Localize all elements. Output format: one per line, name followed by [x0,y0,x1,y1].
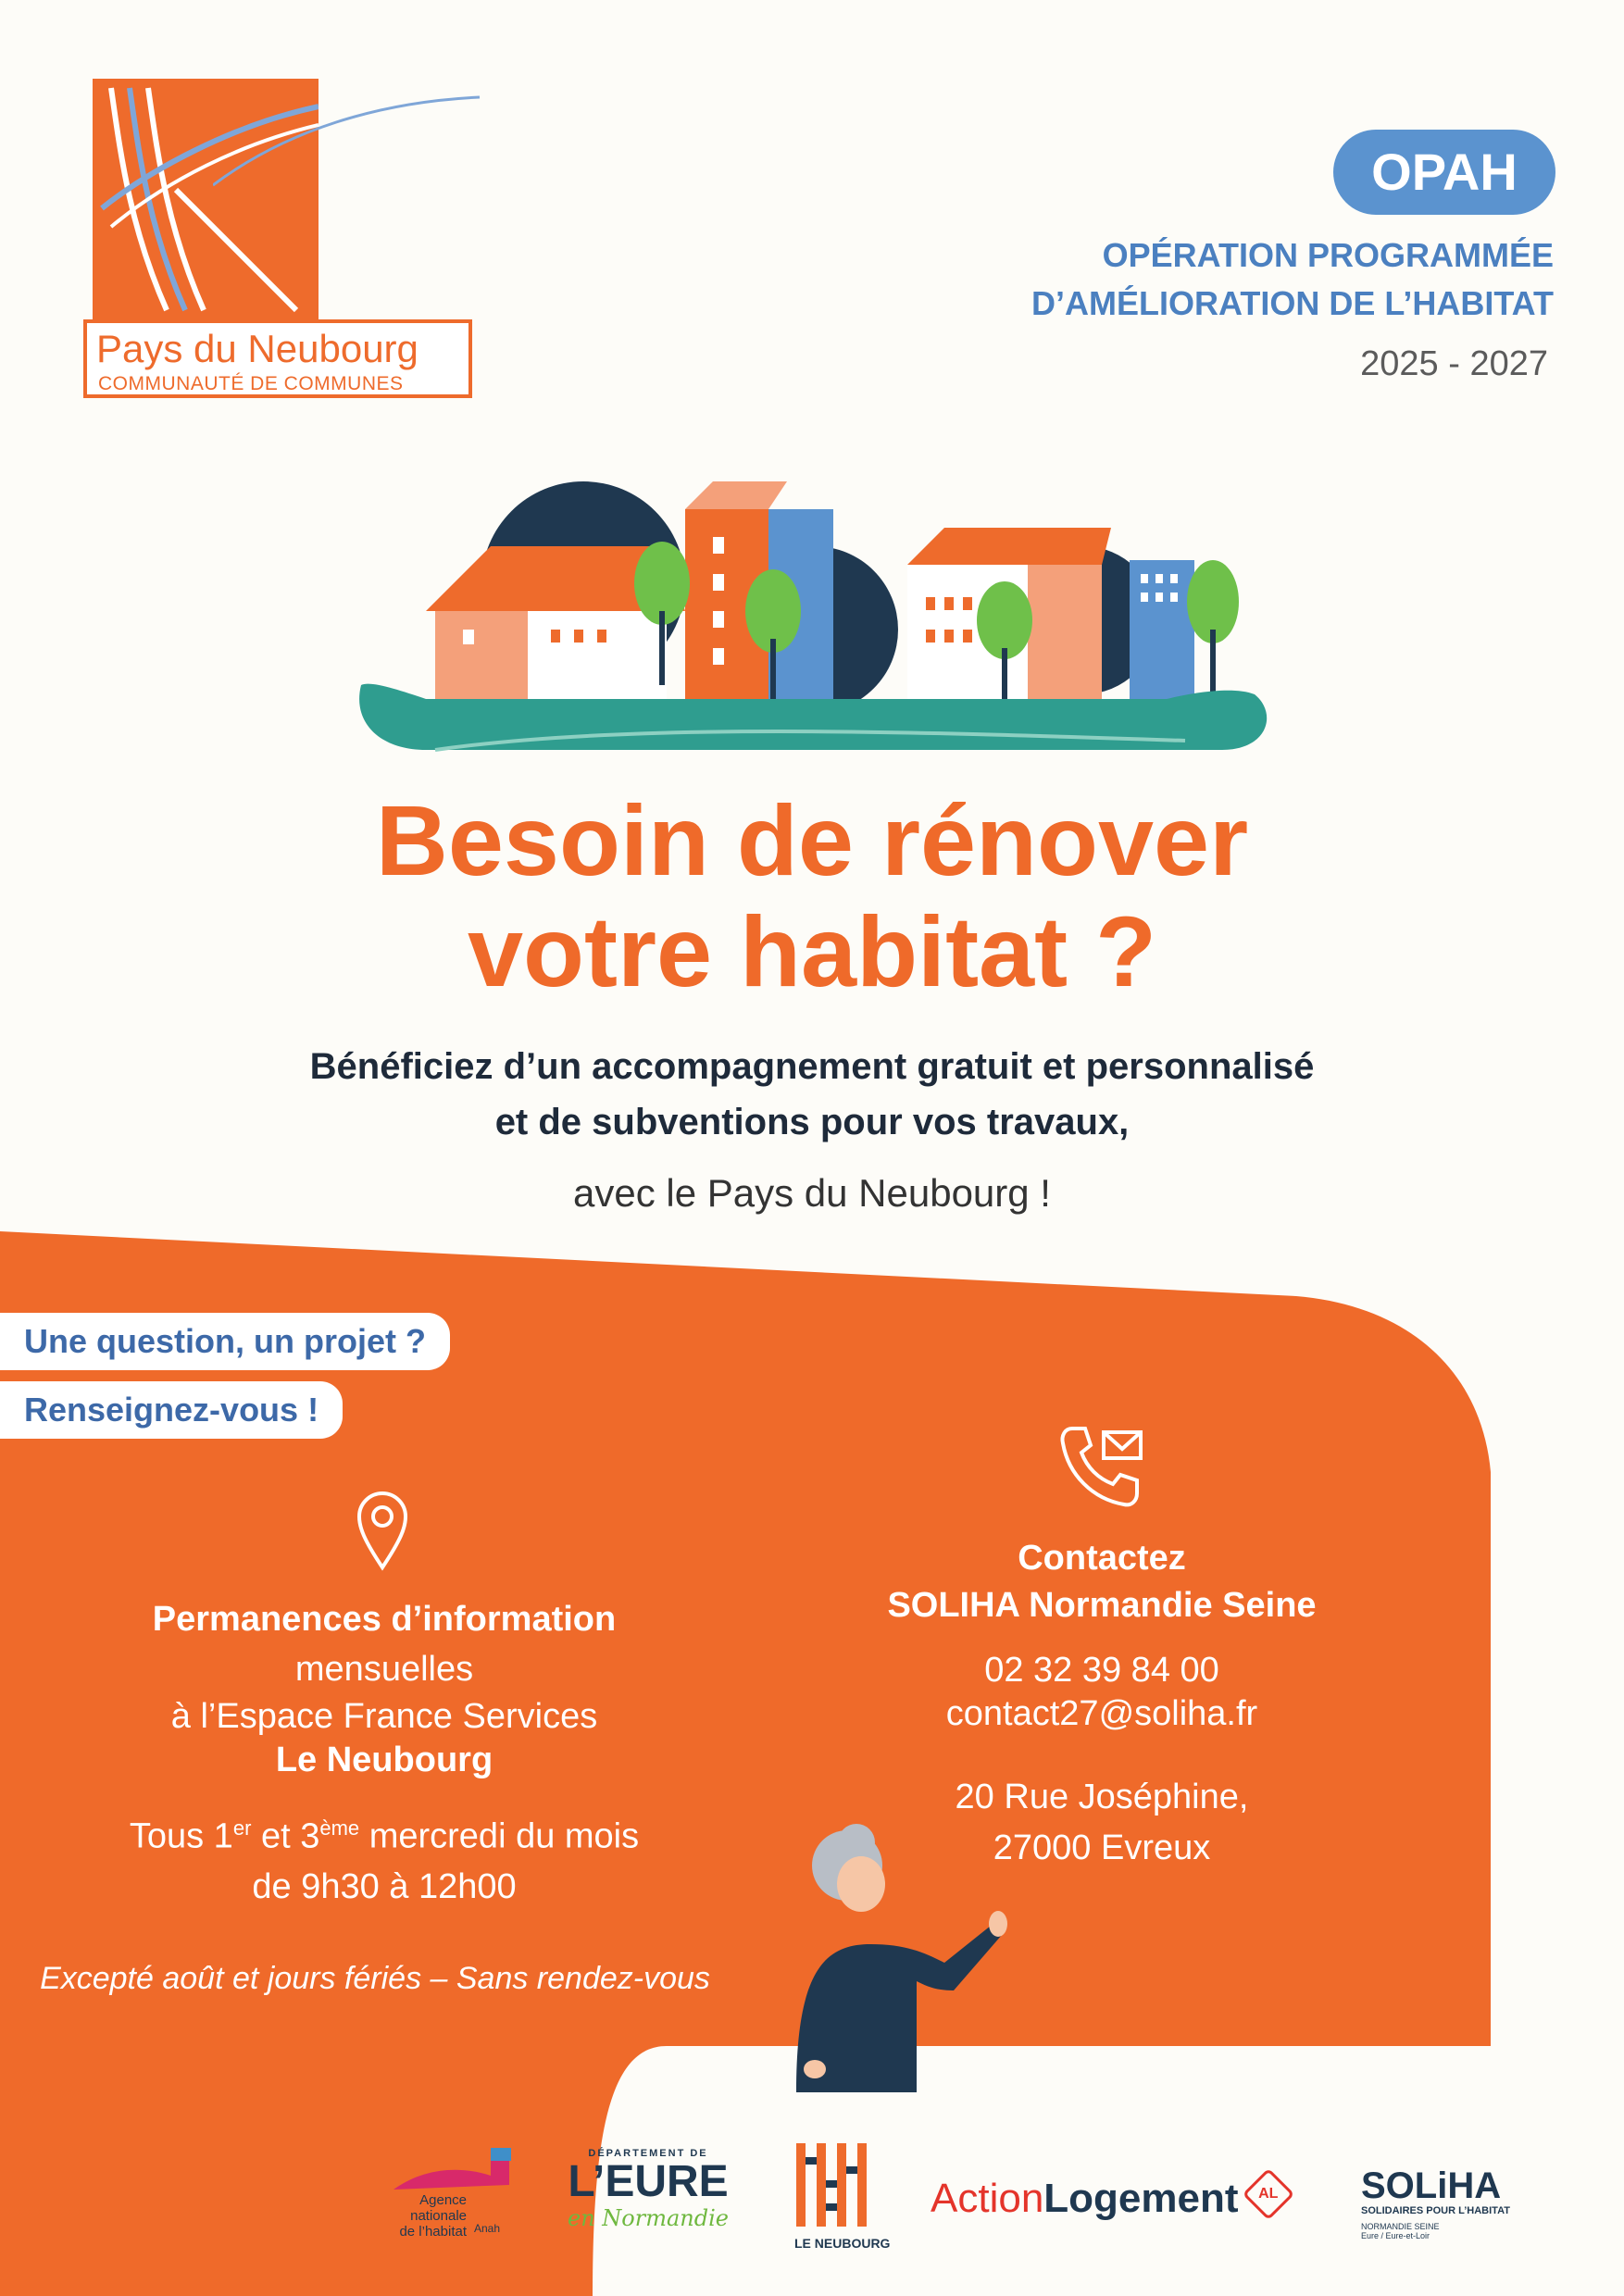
logo-name: Pays du Neubourg [96,327,418,370]
opah-badge: OPAH [1333,130,1555,215]
renseignez-badge: Renseignez-vous ! [0,1381,343,1439]
logo-subtitle: COMMUNAUTÉ DE COMMUNES [98,373,404,394]
headline-line-1: Besoin de rénover [375,784,1249,896]
permanences-hours: de 9h30 à 12h00 [252,1867,517,1906]
eure-sub: en Normandie [568,2205,729,2231]
days-suffix: mercredi du mois [359,1816,640,1856]
le-neubourg-mark-icon [789,2139,891,2231]
contact-address-1: 20 Rue Joséphine, [955,1778,1249,1816]
subtitle-line-3: avec le Pays du Neubourg ! [573,1171,1051,1215]
days-mid: et 3 [251,1816,320,1856]
soliha-sub-3: Eure / Eure-et-Loir [1361,2231,1430,2240]
permanences-place: Le Neubourg [275,1741,493,1779]
anah-line-2: nationale [410,2208,467,2224]
days-sup-1: er [232,1816,252,1840]
days-sup-2: ème [319,1816,360,1840]
action-logement-logo [931,2176,1319,2231]
permanences-line-3: à l’Espace France Services [170,1697,598,1736]
permanences-title: Permanences d’information [152,1600,617,1639]
permanences-line-2: mensuelles [294,1650,474,1689]
anah-line-1: Agence [419,2192,467,2208]
anah-tag: Anah [474,2222,501,2235]
contact-email[interactable]: contact27@soliha.fr [945,1694,1258,1733]
soliha-logo [1361,2166,1546,2250]
eure-logo [556,2148,741,2250]
eure-top: DÉPARTEMENT DE [588,2148,708,2159]
permanences-days [56,1816,713,1857]
eure-name: L’EURE [568,2157,729,2206]
opah-line-1: OPÉRATION PROGRAMMÉE [1102,236,1554,274]
headline-line-2: votre habitat ? [467,895,1157,1007]
le-neubourg-name: LE NEUBOURG [794,2236,891,2251]
logo-band [83,319,472,398]
contact-phone[interactable]: 02 32 39 84 00 [984,1651,1219,1690]
location-pin-icon [355,1489,410,1572]
action-logement-tag [1243,2168,1295,2221]
question-badge: Une question, un projet ? [0,1313,450,1370]
contact-address-2: 27000 Evreux [993,1828,1211,1867]
anah-logo [389,2148,528,2250]
contact-title: Contactez [1018,1539,1186,1578]
anah-mark-icon [389,2148,528,2194]
permanences-note: Excepté août et jours fériés – Sans rendez-vous [40,1961,710,1996]
action-logement-b: Logement [1043,2176,1239,2221]
phone-mail-icon [1056,1421,1148,1514]
action-logement-tag-text: AL [1258,2185,1279,2202]
days-prefix: Tous 1 [129,1816,233,1856]
anah-line-3: de l’habitat [399,2224,467,2240]
partner-logos [0,2129,1624,2259]
action-logement-a: Action [931,2176,1044,2221]
logo-swoosh-icon [213,93,481,194]
opah-line-2: D’AMÉLIORATION DE L’HABITAT [1031,284,1554,322]
soliha-sub: SOLIDAIRES POUR L’HABITAT [1361,2205,1510,2216]
soliha-name: SOLiHA [1361,2165,1502,2206]
le-neubourg-logo [789,2139,891,2254]
subtitle-line-2: et de subventions pour vos travaux, [494,1102,1130,1142]
houses-illustration [352,472,1278,759]
contact-org: SOLIHA Normandie Seine [887,1586,1317,1625]
woman-illustration [759,1815,1037,2092]
soliha-sub-2: NORMANDIE SEINE [1361,2222,1440,2231]
subtitle-line-1: Bénéficiez d’un accompagnement gratuit et personnalisé [309,1046,1315,1087]
opah-years: 2025 - 2027 [1360,344,1548,383]
